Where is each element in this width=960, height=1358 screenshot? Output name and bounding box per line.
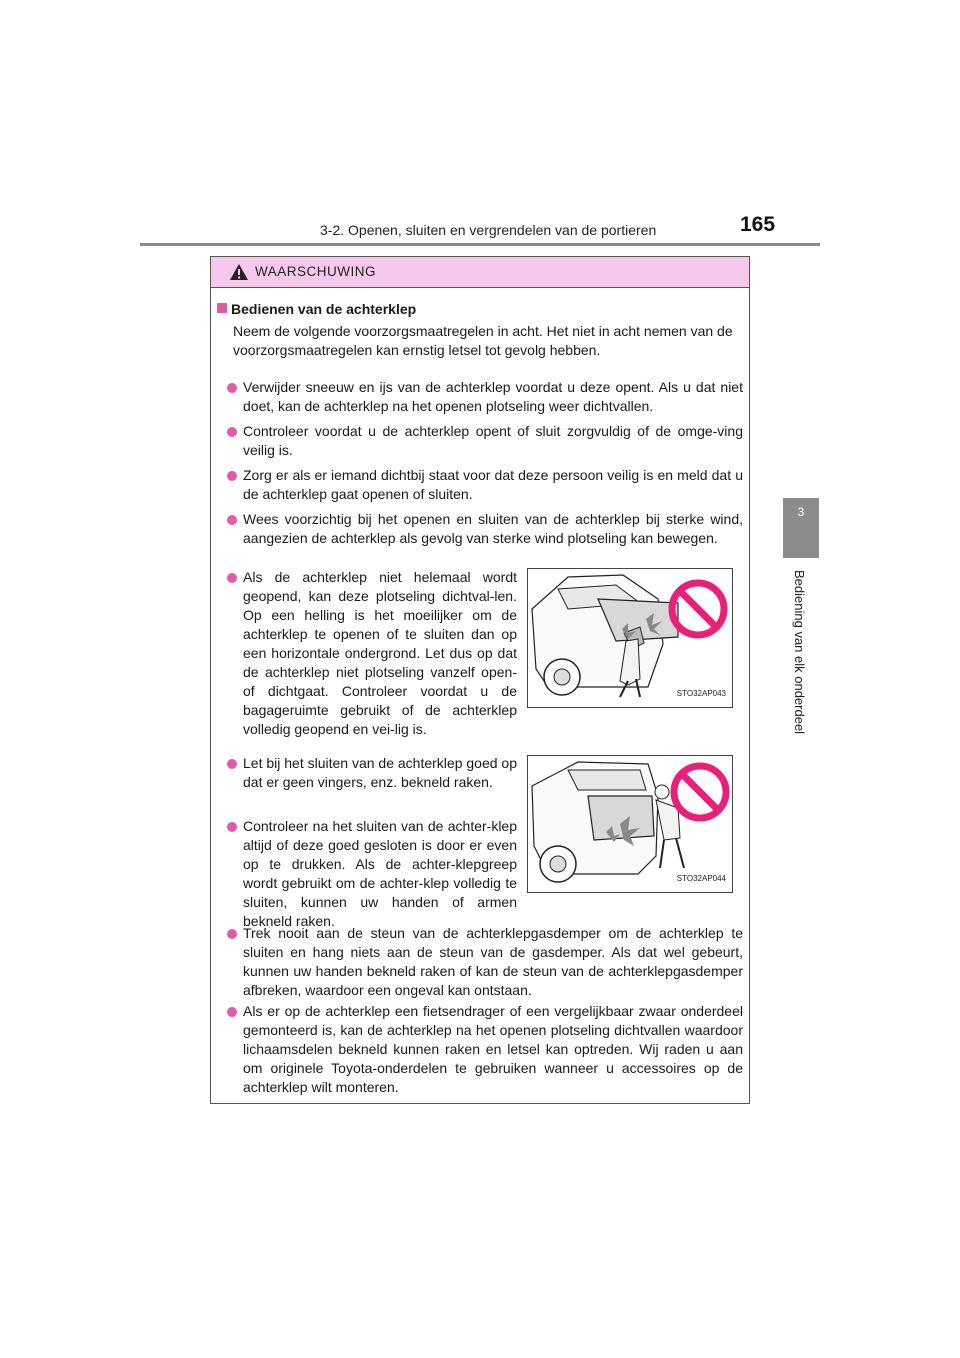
warning-triangle-icon <box>229 263 249 281</box>
chapter-label <box>770 570 830 760</box>
figure-code: STO32AP044 <box>676 874 726 883</box>
bullet-text: Zorg er als er iemand dichtbij staat voor dat deze persoon veilig is en meld dat u de achterklep gaat openen of sluiten. <box>243 467 743 502</box>
figure-tailgate-closing <box>527 755 733 893</box>
bullet-text: Trek nooit aan de steun van de achterklepgasdemper om de achterklep te sluiten en hang niets aan de steun van de gasdemper. Als dat wel gebeurt, kunnen uw handen bekneld raken of kan de steun van de achterklepgasdemper afbreken, waardoor een ongeval kan ontstaan. <box>243 925 743 998</box>
section-square-icon <box>217 303 227 313</box>
bullet-dot-icon <box>227 1007 237 1017</box>
bullet-dot-icon <box>227 929 237 939</box>
header-title: 3-2. Openen, sluiten en vergrendelen van de portieren <box>320 222 657 238</box>
figure-code: STO32AP043 <box>676 689 726 698</box>
bullet-text: Als er op de achterklep een fietsendrager of een vergelijkbaar zwaar onderdeel gemonteerd is, kan de achterklep na het openen plotseling dichtvallen waardoor lichaamsdelen bekneld kunnen raken en letsel kan optreden. Wij raden u aan om originele Toyota-onderdelen te gebruiken wanneer u accessoires op de achterklep wilt monteren. <box>243 1003 743 1095</box>
prohibition-icon <box>674 766 726 818</box>
bullet-text: Wees voorzichtig bij het openen en sluiten van de achterklep bij sterke wind, aangezien de achterklep als gevolg van sterke wind plotseling kan bewegen. <box>243 511 743 546</box>
warning-header <box>211 257 749 288</box>
figure-tailgate-opening <box>527 568 733 708</box>
bullet-text: Controleer voordat u de achterklep opent of sluit zorgvuldig of de omge-ving veilig is. <box>243 423 743 458</box>
prohibition-icon <box>672 583 724 635</box>
bullet-text: Verwijder sneeuw en ijs van de achterklep voordat u deze opent. Als u dat niet doet, kan de achterklep na het openen plotseling weer dichtvallen. <box>243 379 743 414</box>
section-title: Bedienen van de achterklep <box>231 301 417 317</box>
warning-title: WAARSCHUWING <box>255 264 376 279</box>
bullet-dot-icon <box>227 427 237 437</box>
chapter-number: 3 <box>797 505 805 519</box>
header-rule <box>140 243 820 246</box>
intro-text: Neem de volgende voorzorgsmaatregelen in acht. Het niet in acht nemen van de voorzorgsmaatregelen kan ernstig letsel tot gevolg hebben. <box>233 323 733 358</box>
bullet-text: Let bij het sluiten van de achterklep goed op dat er geen vingers, enz. bekneld raken. <box>243 755 517 790</box>
bullet-text: Controleer na het sluiten van de achter-klep altijd of deze goed gesloten is door er even op te drukken. Als de achter-klepgreep wordt gebruikt om de achter-klep volledig te sluiten, kunnen uw handen of armen bekneld raken. <box>243 818 517 929</box>
warning-box <box>210 256 750 1104</box>
bullet-dot-icon <box>227 822 237 832</box>
bullet-dot-icon <box>227 573 237 583</box>
bullet-dot-icon <box>227 471 237 481</box>
page-number: 165 <box>740 213 776 236</box>
bullet-dot-icon <box>227 383 237 393</box>
bullet-text: Als de achterklep niet helemaal wordt geopend, kan deze plotseling dichtval-len. Op een helling is het moeilijker om de achterklep te openen of te sluiten dan op een horizontale ondergrond. Let dus op dat de achterklep niet plotseling vanzelf open- of dichtgaat. Controleer voordat u de bagageruimte gebruikt of de achterklep volledig geopend en vei-lig is. <box>243 569 517 737</box>
section-heading <box>217 300 416 319</box>
bullet-dot-icon <box>227 759 237 769</box>
chapter-tab <box>783 498 819 558</box>
chapter-label-text: Bediening van elk onderdeel <box>792 570 807 735</box>
bullet-dot-icon <box>227 515 237 525</box>
